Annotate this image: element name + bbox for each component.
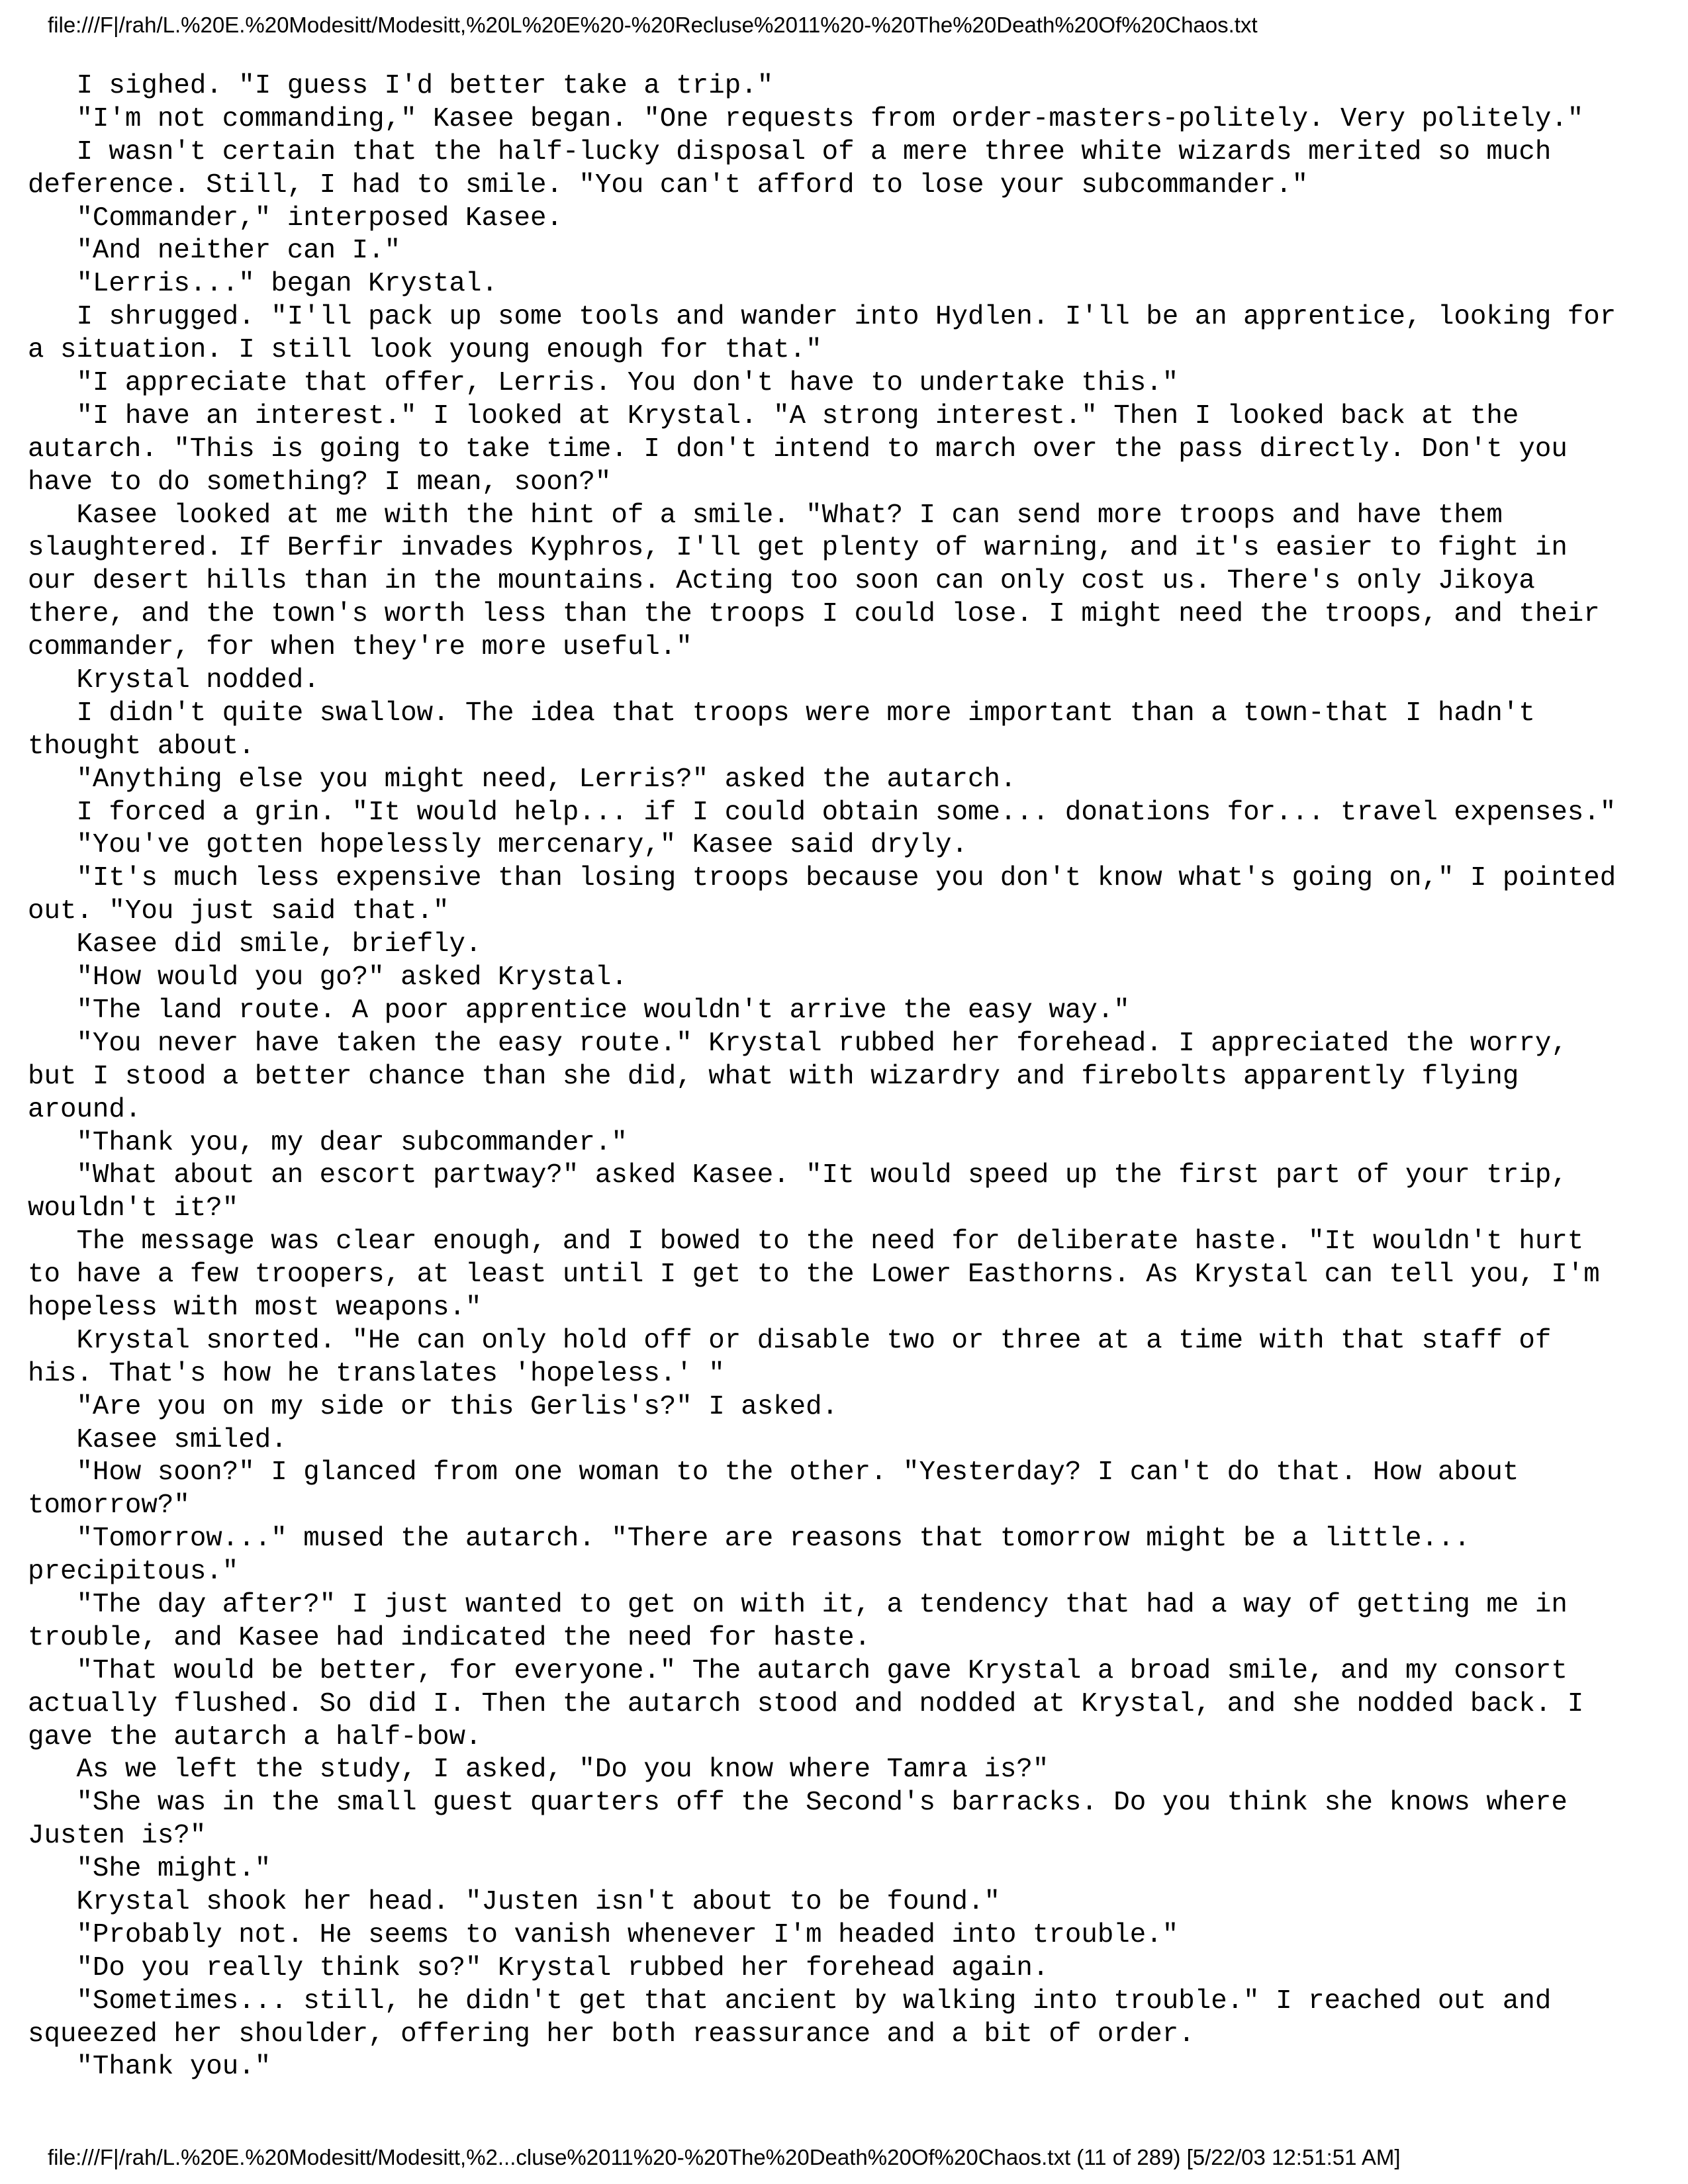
text-line: "That would be better, for everyone." The autarch gave Krystal a broad smile, and my consort	[28, 1655, 1568, 1686]
text-line: "You've gotten hopelessly mercenary," Kasee said dryly.	[28, 830, 968, 861]
page-header-path: file:///F|/rah/L.%20E.%20Modesitt/Modesitt,%20L%20E%20-%20Recluse%2011%20-%20The%20Death%20Of%20Chaos.txt	[48, 13, 1258, 37]
text-line: precipitous."	[28, 1557, 239, 1588]
text-line: "The land route. A poor apprentice wouldn't arrive the easy way."	[28, 995, 1130, 1026]
text-line: out. "You just said that."	[28, 896, 449, 927]
text-line: "Tomorrow..." mused the autarch. "There are reasons that tomorrow might be a little...	[28, 1524, 1470, 1555]
text-line: slaughtered. If Berfir invades Kyphros, I'll get plenty of warning, and it's easier to fight in	[28, 533, 1568, 564]
text-line: "Lerris..." began Krystal.	[28, 269, 498, 300]
text-line: trouble, and Kasee had indicated the need for haste.	[28, 1622, 871, 1653]
text-line: "Are you on my side or this Gerlis's?" I asked.	[28, 1391, 839, 1422]
text-line: but I stood a better chance than she did, what with wizardry and firebolts apparently flying	[28, 1061, 1519, 1092]
text-line: "Probably not. He seems to vanish whenever I'm headed into trouble."	[28, 1919, 1179, 1950]
text-line: "How would you go?" asked Krystal.	[28, 962, 628, 993]
page-footer-path: file:///F|/rah/L.%20E.%20Modesitt/Modesitt,%2...cluse%2011%20-%20The%20Death%20Of%20Chaos.txt (11 of 289) [5/22/03 12:51:51 AM]	[48, 2145, 1401, 2169]
text-line: tomorrow?"	[28, 1490, 190, 1522]
text-line: "She might."	[28, 1854, 271, 1885]
text-line: "What about an escort partway?" asked Kasee. "It would speed up the first part of your trip,	[28, 1160, 1568, 1191]
text-line: Krystal snorted. "He can only hold off or disable two or three at a time with that staff of	[28, 1325, 1552, 1356]
text-line: I shrugged. "I'll pack up some tools and wander into Hydlen. I'll be an apprentice, looking for	[28, 302, 1617, 333]
text-line: around.	[28, 1094, 142, 1125]
text-line: I wasn't certain that the half-lucky disposal of a mere three white wizards merited so much	[28, 136, 1552, 167]
text-line: "I have an interest." I looked at Krystal. "A strong interest." Then I looked back at the	[28, 400, 1519, 432]
text-line: squeezed her shoulder, offering her both reassurance and a bit of order.	[28, 2019, 1195, 2050]
text-line: "You never have taken the easy route." Krystal rubbed her forehead. I appreciated the worry,	[28, 1028, 1568, 1059]
text-line: autarch. "This is going to take time. I don't intend to march over the pass directly. Don't you	[28, 433, 1568, 465]
text-line: our desert hills than in the mountains. Acting too soon can only cost us. There's only Jikoya	[28, 566, 1535, 597]
text-line: Justen is?"	[28, 1821, 207, 1852]
text-line: "Commander," interposed Kasee.	[28, 203, 563, 234]
text-line: "It's much less expensive than losing troops because you don't know what's going on," I pointed	[28, 863, 1617, 894]
text-line: hopeless with most weapons."	[28, 1292, 482, 1323]
text-line: have to do something? I mean, soon?"	[28, 467, 612, 498]
text-line: "Anything else you might need, Lerris?" asked the autarch.	[28, 764, 1017, 795]
text-line: commander, for when they're more useful."	[28, 632, 692, 663]
text-line: I sighed. "I guess I'd better take a trip."	[28, 71, 774, 101]
text-line: his. That's how he translates 'hopeless.' "	[28, 1358, 725, 1389]
text-line: "Thank you."	[28, 2052, 271, 2083]
text-line: "Sometimes... still, he didn't get that ancient by walking into trouble." I reached out and	[28, 1985, 1552, 2017]
document-body	[28, 70, 1663, 2084]
text-line: Kasee looked at me with the hint of a smile. "What? I can send more troops and have them	[28, 500, 1503, 531]
text-line: I forced a grin. "It would help... if I could obtain some... donations for... travel expenses."	[28, 797, 1617, 828]
text-line: I didn't quite swallow. The idea that troops were more important than a town-that I hadn't	[28, 698, 1535, 729]
text-line: "And neither can I."	[28, 236, 401, 267]
text-line: Kasee did smile, briefly.	[28, 929, 482, 960]
text-line: there, and the town's worth less than the troops I could lose. I might need the troops, and their	[28, 599, 1600, 630]
text-line: wouldn't it?"	[28, 1193, 239, 1224]
text-line: a situation. I still look young enough for that."	[28, 335, 822, 366]
text-line: "The day after?" I just wanted to get on with it, a tendency that had a way of getting me in	[28, 1589, 1568, 1620]
text-line: "Thank you, my dear subcommander."	[28, 1127, 628, 1158]
text-line: Kasee smiled.	[28, 1424, 287, 1455]
text-line: Krystal nodded.	[28, 665, 320, 696]
text-line: Krystal shook her head. "Justen isn't about to be found."	[28, 1886, 1000, 1917]
text-line: The message was clear enough, and I bowed to the need for deliberate haste. "It wouldn't hurt	[28, 1226, 1584, 1257]
text-line: As we left the study, I asked, "Do you know where Tamra is?"	[28, 1754, 1049, 1786]
text-line: "I appreciate that offer, Lerris. You don't have to undertake this."	[28, 368, 1179, 399]
text-line: deference. Still, I had to smile. "You can't afford to lose your subcommander."	[28, 169, 1309, 201]
text-line: "She was in the small guest quarters off the Second's barracks. Do you think she knows where	[28, 1788, 1568, 1819]
text-line: to have a few troopers, at least until I get to the Lower Easthorns. As Krystal can tell you, I'm	[28, 1259, 1600, 1291]
text-line: thought about.	[28, 731, 255, 762]
text-line: gave the autarch a half-bow.	[28, 1721, 482, 1752]
text-line: "Do you really think so?" Krystal rubbed her forehead again.	[28, 1952, 1049, 1983]
text-line: "I'm not commanding," Kasee began. "One requests from order-masters-politely. Very politely."	[28, 103, 1584, 134]
text-line: actually flushed. So did I. Then the autarch stood and nodded at Krystal, and she nodded back. I	[28, 1688, 1584, 1719]
text-line: "How soon?" I glanced from one woman to the other. "Yesterday? I can't do that. How about	[28, 1457, 1519, 1488]
